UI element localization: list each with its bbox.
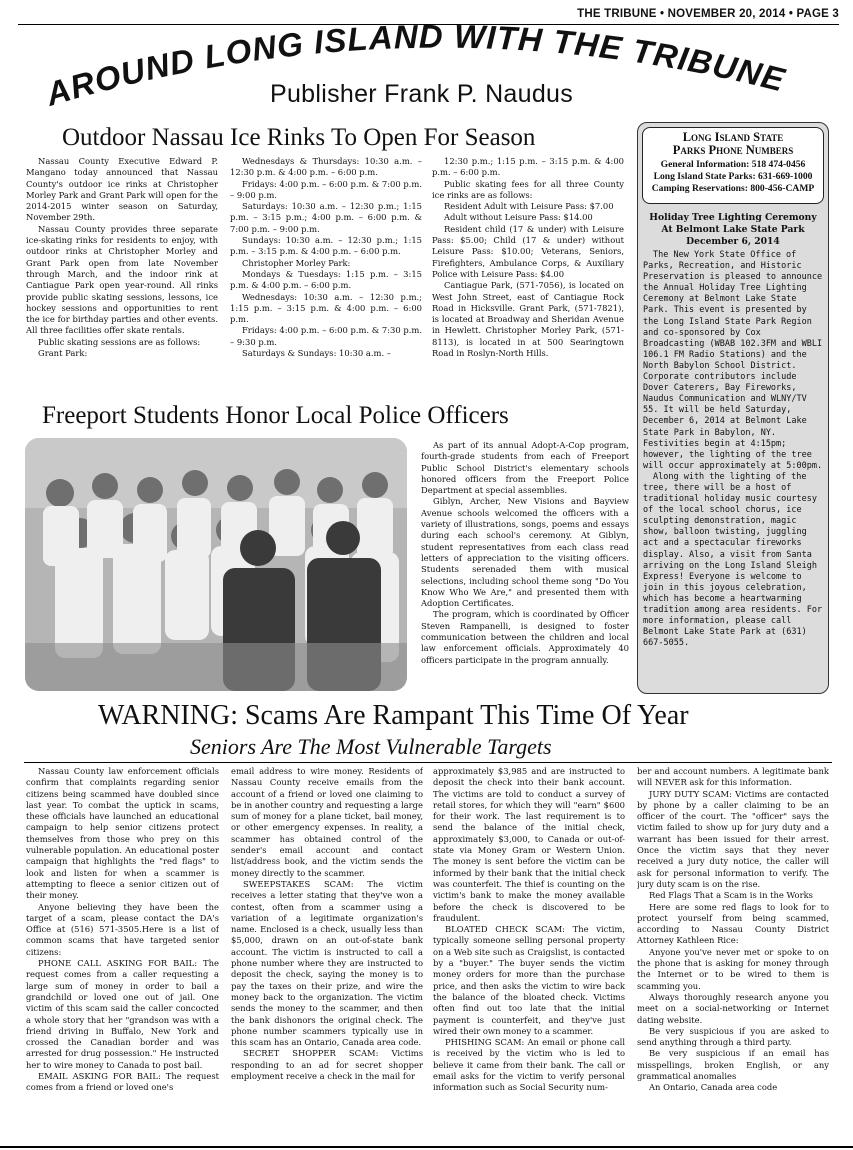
paragraph: ber and account numbers. A legitimate bank will NEVER ask for this information. (637, 766, 829, 788)
paragraph: The New York State Office of Parks, Recreation, and Historic Preservation is pleased to announce the Annual Holiday Tree Lighting Ceremony at Belmont Lake State Park. This event is presented by the Long Island State Park Region and co-sponsored by Cox Broadcasting (WBAB 102.3FM and WBLI 106.1 FM Radio Stations) and the North Babylon School District. Corporate contributors include Dover Caterers, Bay Fireworks, Naudus Communication and WLNY/TV 55. It will be held Saturday, December 6, 2014 at Belmont Lake State Park in Babylon, NY. Festivities begin at 4:15pm; however, the lighting of the tree will occur approximately at 5:00pm. (643, 250, 823, 471)
paragraph: approximately $3,985 and are instructed to deposit the check into their bank account. The victims are told to conduct a survey of retail stores, for which they will "earn" $600 for their work. The last requirement is to send the balance of the initial check, approximately $3,000, to Canada or out-of-state via Money Gram or Western Union. The money is sent before the victim can be informed by their bank that the initial check was counterfeit. The thief is counting on the victim's bank to make the money available before the check is discovered to be fraudulent. (433, 766, 625, 923)
tree-lighting-body (643, 250, 824, 690)
phone-box-title: Parks Phone Numbers (672, 143, 794, 157)
paragraph: Cantiague Park, (571-7056), is located on West John Street, east of Cantiague Rock Road in Hicksville. Grant Park, (571-7821), is located at Broadway and Sheridan Avenue in Hewlett. Christopher Morley Park, (571-8113), is located in at 500 Searingtown Road in Roslyn-North Hills. (432, 280, 624, 359)
ice-rinks-col-2 (230, 156, 422, 390)
paragraph: Be very suspicious if you are asked to send anything through a third party. (637, 1025, 829, 1048)
paragraph: Red Flags That a Scam is in the Works (649, 890, 813, 901)
paragraph: The program, which is coordinated by Officer Steven Rampanelli, is designed to foster communication between the children and local law enforcement officials. Approximately 40 officers participate in the program annually. (421, 609, 629, 665)
paragraph: Fridays: 4:00 p.m. – 6:00 p.m. & 7:00 p.m. – 9:00 p.m. (230, 178, 422, 200)
paragraph: Anyone believing they have been the target of a scam, please contact the DA's Office at (516) 571-3505.Here is a list of common scams that have targeted senior citizens: (26, 901, 219, 957)
photo-illustration (25, 438, 407, 691)
ice-rinks-headline: Outdoor Nassau Ice Rinks To Open For Season (62, 124, 536, 151)
paragraph: 12:30 p.m.; 1:15 p.m. – 3:15 p.m. & 4:00 p.m. – 6:00 p.m. (432, 156, 624, 178)
headline-line: December 6, 2014 (686, 236, 780, 247)
paragraph: Anyone you've never met or spoke to on the phone that is asking for money through the Internet or to be wired to them is scamming you. (637, 946, 829, 991)
headline-line: Holiday Tree Lighting Ceremony (649, 212, 817, 223)
paragraph: Along with the lighting of the tree, there will be a host of traditional holiday music courtesy of the local school chorus, ice sculpting demonstration, magic show, balloon twisting, juggling act and a spectacular fireworks display. Also, a visit from Santa arriving on the Long Island Sleigh Express! Everyone is welcome to join in this joyous celebration, which has become a heartwarming tradition among area residents. For more information, please call Belmont Lake State Park at (631) 667-5055. (643, 471, 823, 649)
paragraph: Adult without Leisure Pass: $14.00 (444, 212, 593, 223)
scams-col-2 (231, 766, 423, 1142)
paragraph: Giblyn, Archer, New Visions and Bayview Avenue schools welcomed the officers with a variety of illustrations, songs, poems and essays during each school's ceremony. At Giblyn, student representatives from each class read letters of appreciation to the visiting officers. Students serenaded them with musical selections, including school theme song "Do You Know Who We Are," and presented them with Adoption Certificates. (421, 496, 629, 609)
paragraph: Nassau County law enforcement officials confirm that complaints regarding senior citizens being scammed have doubled since last year. To combat the uptick in scams, these officials have launched an educational campaign to help senior citizens protect themselves from those who prey on this vulnerable population. An educational poster campaign that highlights the "red flags" to look and listen for when a scammer is attempting to fleece a senior citizen out of their money. (26, 766, 219, 901)
paragraph: SECRET SHOPPER SCAM: Victims responding to an ad for secret shopper employment receive a check in the mail for (231, 1048, 423, 1082)
ice-rinks-col-3 (432, 156, 624, 390)
phone-line: Long Island State Parks: 631-669-1000 (653, 171, 813, 182)
paragraph: As part of its annual Adopt-A-Cop program, fourth-grade students from each of Freeport Public School District's elementary schools honored officers from the Freeport Police Department at special assemblies. (421, 440, 629, 496)
paragraph: Wednesdays & Thursdays: 10:30 a.m. – 12:30 p.m. & 4:00 p.m. – 6:00 p.m. (230, 156, 422, 178)
paragraph: Grant Park: (38, 348, 88, 359)
scams-headline: WARNING: Scams Are Rampant This Time Of Year (98, 700, 689, 731)
paragraph: Nassau County Executive Edward P. Mangano today announced that Nassau County's outdoor ice rinks at Christopher Morley Park and Grant Park will open for the 2014-2015 winter season on Saturday, November 29th. (26, 156, 218, 223)
paragraph: Sundays: 10:30 a.m. – 12:30 p.m.; 1:15 p.m. – 3:15 p.m. & 4:00 p.m. – 6:00 p.m. (230, 235, 422, 257)
scams-subhead: Seniors Are The Most Vulnerable Targets (190, 734, 552, 759)
scams-col-4 (637, 766, 829, 1142)
paragraph: Fridays: 4:00 p.m. – 6:00 p.m. & 7:30 p.m. – 9:30 p.m. (230, 325, 422, 347)
paragraph: Resident Adult with Leisure Pass: $7.00 (444, 201, 614, 212)
freeport-headline: Freeport Students Honor Local Police Officers (42, 402, 509, 429)
paragraph: Public skating fees for all three County ice rinks are as follows: (432, 178, 624, 200)
scams-col-1 (26, 766, 219, 1142)
paragraph: email address to wire money. Residents of Nassau County receive emails from the account of a friend or loved one claiming to be in another country and requesting a large sum of money for a plane ticket, bail money, or other emergency expenses. In reality, a scammer has obtained control of the sender's email account and contact list/address book, and the victim sends the money directly to the scammer. (231, 766, 423, 878)
paragraph: EMAIL ASKING FOR BAIL: The request comes from a friend or loved one's (26, 1071, 219, 1093)
phone-line: Camping Reservations: 800-456-CAMP (651, 183, 815, 194)
paragraph: Mondays & Tuesdays: 1:15 p.m. – 3:15 p.m. & 4:00 p.m. – 6:00 p.m. (230, 268, 422, 291)
paragraph: PHISHING SCAM: An email or phone call is received by the victim who is led to believe it came from their bank. The call or email asks for the victim to verify personal information such as Social Security num- (433, 1037, 625, 1093)
paragraph: Here are some red flags to look for to protect yourself from being scammed, according to Nassau County District Attorney Kathleen Rice: (637, 901, 829, 946)
students-officers-photo (25, 438, 407, 691)
paragraph: JURY DUTY SCAM: Victims are contacted by phone by a caller claiming to be an officer of the court. The "officer" says the victim failed to show up for jury duty and a warrant has been issued for their arrest. Once the victim says that they never received a jury duty notice, the caller will ask for personal information to verify. The jury duty scam is on the rise. (637, 788, 829, 889)
publisher-line: Publisher Frank P. Naudus (270, 80, 574, 108)
phone-line: General Information: 518 474-0456 (660, 159, 806, 170)
phone-box-title: Long Island State (682, 130, 784, 144)
banner-text: AROUND LONG ISLAND WITH THE TRIBUNE (41, 17, 789, 113)
paragraph: PHONE CALL ASKING FOR BAIL: The request comes from a caller requesting a large sum of money in order to bail a grandchild or loved one out of jail. One victim of this scam said the caller concocted a whole story that her "grandson was with a friend driving in Buffalo, New York and crossed the Canadian border and was arrested for drug possession." He instructed her to wire money to Canada to post bail. (26, 958, 219, 1070)
page-folio: THE TRIBUNE • NOVEMBER 20, 2014 • PAGE 3 (577, 8, 839, 20)
parks-phone-box (642, 127, 824, 204)
bottom-rule (0, 1146, 853, 1148)
paragraph: Saturdays & Sundays: 10:30 a.m. – (242, 348, 391, 359)
paragraph: Christopher Morley Park: (242, 257, 351, 268)
paragraph: SWEEPSTAKES SCAM: The victim receives a letter stating that they've won a contest, often from a scammer using a variation of a legitimate organization's name. Enclosed is a check, usually less than $5,000, drawn on an out-of-state bank account. The victim is instructed to call a phone number where they are instructed to deposit the check, saying the money is to pay the taxes on their prize, and wire the money back to the organization. The victim sends the money to the scammer, and then the bank dishonors the original check. The phone number scammers typically use in this scam has an Ontario, Canada area code. (231, 878, 423, 1048)
paragraph: Resident child (17 & under) with Leisure Pass: $5.00; Child (17 & under) without Leisure Pass: $10.00; Veterans, Seniors, Firefighters, Ambulance Corps, & Auxiliary Police with Leisure Pass: $4.00 (432, 223, 624, 279)
paragraph: An Ontario, Canada area code (649, 1082, 778, 1093)
paragraph: Nassau County provides three separate ice-skating rinks for residents to enjoy, with outdoor rinks at Christopher Morley and Grant Park open from late November through March, and the indoor rink at Cantiague Park open year-round. All rinks provide public skating sessions, lessons, ice hockey sessions and opportunities to rent the ice for birthday parties and other events. All three facilities offer skate rentals. (26, 223, 218, 336)
paragraph: Be very suspicious if an email has misspellings, broken English, or any grammatical anomalies (637, 1048, 829, 1082)
paragraph: BLOATED CHECK SCAM: The victim, typically someone selling personal property on a Web site such as Craigslist, is contacted by a "buyer." The buyer sends the victim money orders for more than the purchase price, and then asks the victim to wire back the balance of the bloated check. Victims often find out too late that the initial payment is counterfeit, and they've just wired their own money to a scammer. (433, 924, 625, 1036)
tree-lighting-headline (642, 212, 824, 248)
freeport-body (421, 440, 629, 696)
ice-rinks-col-1 (26, 156, 218, 390)
paragraph: Saturdays: 10:30 a.m. – 12:30 p.m.; 1:15 p.m. – 3:15 p.m.; 4:00 p.m. – 6:00 p.m. & 7:00 p.m. – 9:00 p.m. (230, 201, 422, 234)
section-rule (24, 762, 832, 763)
scams-col-3 (433, 766, 625, 1142)
headline-line: At Belmont Lake State Park (661, 224, 805, 235)
paragraph: Always thoroughly research anyone you meet on a social-networking or Internet dating website. (637, 991, 829, 1025)
paragraph: Wednesdays: 10:30 a.m. – 12:30 p.m.; 1:15 p.m. – 3:15 p.m. & 4:00 p.m. – 6:00 p.m. (230, 291, 422, 325)
paragraph: Public skating sessions are as follows: (38, 336, 201, 347)
